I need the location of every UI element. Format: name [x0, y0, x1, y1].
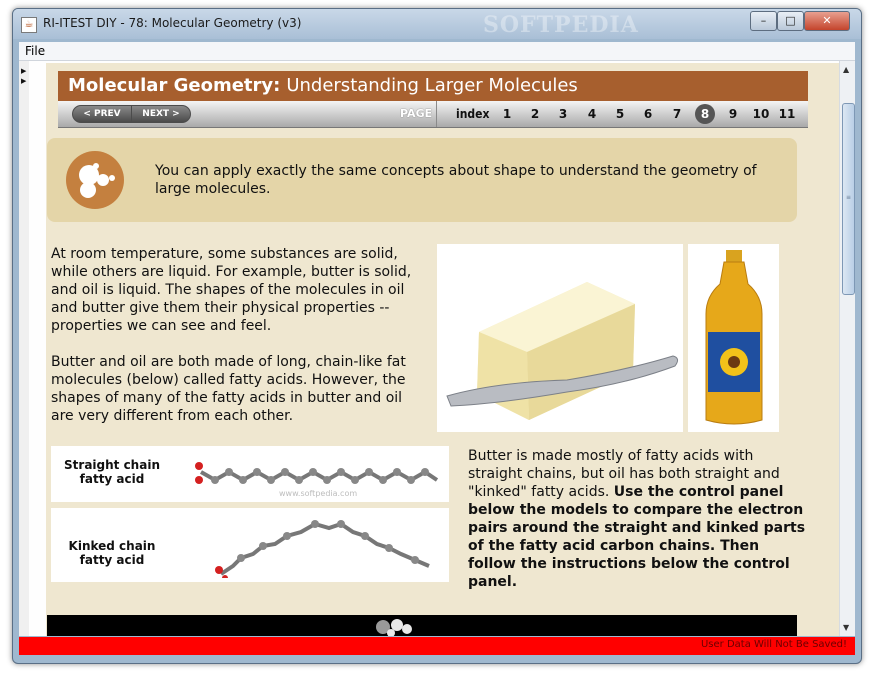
paragraph-2: Butter and oil are both made of long, chain-like fat molecules (below) called fatty acids. However, the shapes of many of the fatty acids in butter and oil are very different from each other. — [51, 354, 406, 424]
page-link-11[interactable]: 11 — [778, 107, 796, 121]
grip-icon: ≡ — [846, 194, 852, 201]
minimize-button[interactable]: – — [750, 11, 777, 31]
intro-text: You can apply exactly the same concepts about shape to understand the geometry of large molecules. — [155, 163, 757, 197]
page-navbar — [58, 101, 808, 128]
status-warning: User Data Will Not Be Saved! — [700, 639, 847, 650]
butter-image — [437, 244, 683, 432]
page-link-5[interactable]: 5 — [615, 107, 625, 121]
kinked-chain-panel — [51, 508, 449, 582]
page-link-3[interactable]: 3 — [558, 107, 568, 121]
vertical-scrollbar[interactable] — [839, 61, 855, 636]
instructions-plain: Butter is made mostly of fatty acids with straight chains, but oil has both straight and "kinked" fatty acids. — [468, 448, 780, 500]
page-link-8-current[interactable]: 8 — [695, 104, 715, 124]
index-link[interactable]: index — [456, 107, 490, 121]
content-viewport — [19, 61, 855, 636]
page-link-1[interactable]: 1 — [502, 107, 512, 121]
page-title-bold: Molecular Geometry: — [68, 75, 281, 96]
menu-bar — [19, 42, 855, 61]
straight-chain-panel — [51, 446, 449, 502]
status-bar — [19, 637, 855, 655]
paragraph-1: At room temperature, some substances are solid, while others are liquid. For example, butter is solid, and oil is liquid. The shapes of the molecules in oil and butter give them their physical properties -- properties we can see and feel. — [51, 246, 412, 334]
kinked-chain-molecule — [211, 514, 441, 578]
maximize-button[interactable]: □ — [777, 11, 804, 31]
lesson-page — [46, 63, 839, 636]
straight-chain-label: Straight chain fatty acid — [64, 458, 160, 486]
java-icon: ☕ — [21, 17, 37, 33]
scroll-thumb[interactable] — [842, 103, 855, 295]
window-title: RI-ITEST DIY - 78: Molecular Geometry (v3) — [43, 16, 302, 30]
kinked-chain-label: Kinked chain fatty acid — [68, 539, 156, 567]
lesson-header — [58, 71, 808, 101]
page-link-10[interactable]: 10 — [752, 107, 770, 121]
page-link-9[interactable]: 9 — [728, 107, 738, 121]
app-window — [12, 8, 862, 664]
softpedia-watermark: SOFTPEDIA — [483, 12, 639, 38]
page-title-rest: Understanding Larger Molecules — [286, 75, 578, 96]
next-button[interactable]: NEXT > — [131, 105, 191, 123]
instructions-text — [468, 447, 808, 591]
page-link-7[interactable]: 7 — [672, 107, 682, 121]
scroll-down-icon[interactable]: ▼ — [843, 623, 850, 632]
gutter-arrow-icon[interactable]: ▶ — [21, 67, 27, 75]
scroll-up-icon[interactable]: ▲ — [843, 65, 850, 74]
gutter-arrow-icon[interactable]: ▶ — [21, 77, 27, 85]
page-link-6[interactable]: 6 — [643, 107, 653, 121]
intro-callout — [47, 138, 797, 222]
page-link-4[interactable]: 4 — [587, 107, 597, 121]
page-label: PAGE — [400, 107, 433, 120]
left-gutter — [19, 61, 29, 636]
nav-divider — [436, 101, 437, 127]
close-button[interactable]: ✕ — [804, 11, 850, 31]
oil-bottle-image — [688, 244, 779, 432]
title-bar[interactable] — [13, 9, 861, 39]
page-link-2[interactable]: 2 — [530, 107, 540, 121]
molecule-icon — [66, 151, 124, 209]
molecule-model-viewer[interactable] — [47, 615, 797, 636]
softpedia-image-watermark: www.softpedia.com — [279, 489, 358, 498]
menu-file[interactable]: File — [25, 44, 46, 58]
instructions-bold: Use the control panel below the models to compare the electron pairs around the straight and kinked parts of the fatty acid carbon chains. Then follow the instructions below the control panel. — [468, 484, 806, 590]
page-title — [68, 75, 578, 96]
prev-button[interactable]: < PREV — [72, 105, 132, 123]
straight-chain-molecule — [191, 450, 445, 498]
